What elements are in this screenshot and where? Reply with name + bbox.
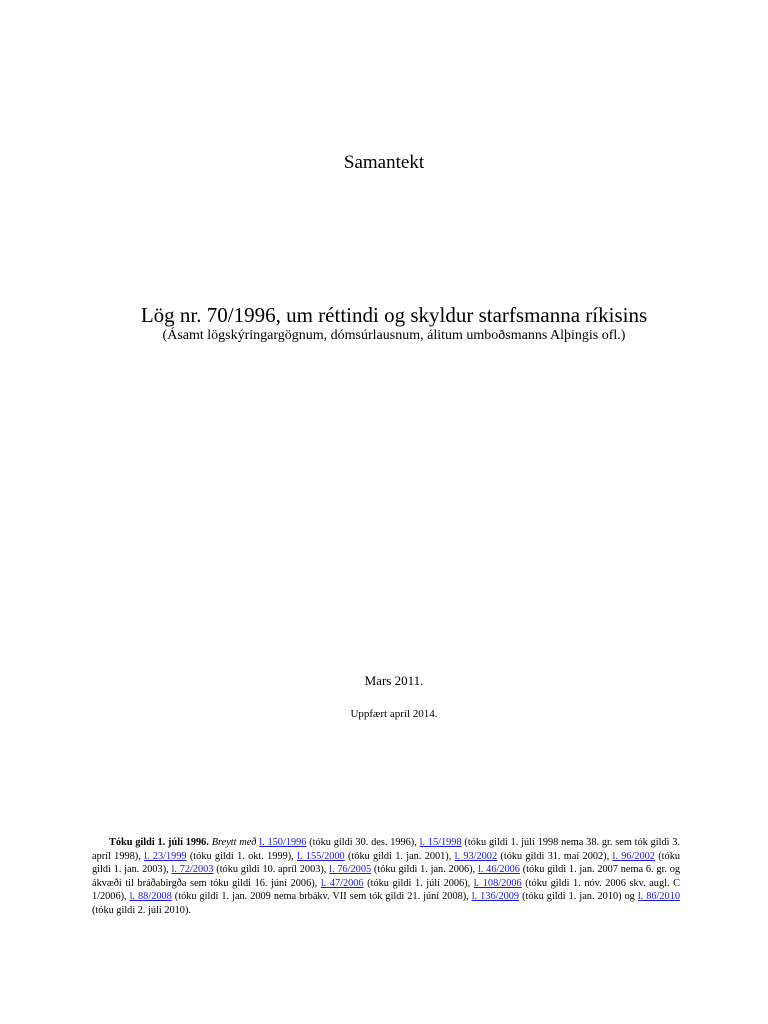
- law-link-93-2002[interactable]: l. 93/2002: [454, 850, 498, 862]
- law-link-88-2008[interactable]: l. 88/2008: [129, 891, 172, 902]
- law-link-47-2006[interactable]: l. 47/2006: [320, 877, 364, 889]
- footnote-note: (tóku gildi 1. jan. 2009 nema brbákv. VII sem tók gildi 21. júní 2008),: [171, 891, 472, 902]
- law-link-96-2002[interactable]: l. 96/2002: [612, 850, 655, 862]
- amendment-footnote: [92, 836, 680, 917]
- law-link-46-2006[interactable]: l. 46/2006: [477, 864, 520, 875]
- footnote-note: (tóku gildi 1. júlí 2006),: [363, 877, 474, 889]
- footnote-note: (tóku gildi 10. apríl 2003),: [213, 864, 330, 875]
- law-link-155-2000[interactable]: l. 155/2000: [297, 850, 345, 862]
- law-link-86-2010[interactable]: l. 86/2010: [637, 891, 681, 902]
- law-link-108-2006[interactable]: l. 108/2006: [473, 877, 522, 889]
- footnote-note: (tóku gildi 1. jan. 2006),: [371, 864, 478, 875]
- footnote-note: (tóku gildi 1. jan. 2003),: [92, 850, 680, 875]
- law-link-150-1996[interactable]: l. 150/1996: [259, 837, 307, 848]
- law-link-76-2005[interactable]: l. 76/2005: [329, 864, 372, 875]
- law-link-72-2003[interactable]: l. 72/2003: [171, 864, 214, 875]
- footnote-effective-date: Tóku gildi 1. júlí 1996.: [109, 837, 209, 848]
- document-subtitle: (Ásamt lögskýringargögnum, dómsúrlausnum, álitum umboðsmanns Alþingis ofl.): [162, 328, 626, 343]
- footnote-note: (tóku gildi 1. júlí 1998 nema 38. gr. sem tók gildi 3. apríl 1998),: [92, 837, 680, 862]
- footnote-note: (tóku gildi 30. des. 1996),: [306, 837, 420, 848]
- footnote-note: (tóku gildi 1. jan. 2010) og: [519, 891, 638, 902]
- document-heading: Samantekt: [343, 152, 425, 173]
- document-title: Lög nr. 70/1996, um réttindi og skyldur starfsmanna ríkisins: [140, 303, 648, 327]
- footnote-note: (tóku gildi 1. nóv. 2006 skv. augl. C 1/2006),: [92, 877, 680, 902]
- footnote-note: (tóku gildi 31. maí 2002),: [497, 850, 613, 862]
- document-updated-date: Uppfært apríl 2014.: [350, 708, 438, 720]
- law-link-15-1998[interactable]: l. 15/1998: [419, 837, 462, 848]
- law-link-23-1999[interactable]: l. 23/1999: [144, 850, 187, 862]
- footnote-amended-by: Breytt með: [211, 837, 257, 848]
- document-date: Mars 2011.: [364, 673, 424, 688]
- footnote-note: (tóku gildi 1. okt. 1999),: [186, 850, 298, 862]
- law-link-136-2009[interactable]: l. 136/2009: [471, 891, 520, 902]
- footnote-note: (tóku gildi 2. júlí 2010).: [92, 904, 191, 916]
- footnote-note: (tóku gildi 1. jan. 2007 nema 6. gr. og ákvæði til bráðabirgða sem tóku gildi 16. júní 2006),: [92, 864, 680, 889]
- footnote-note: (tóku gildi 1. jan. 2001),: [344, 850, 455, 862]
